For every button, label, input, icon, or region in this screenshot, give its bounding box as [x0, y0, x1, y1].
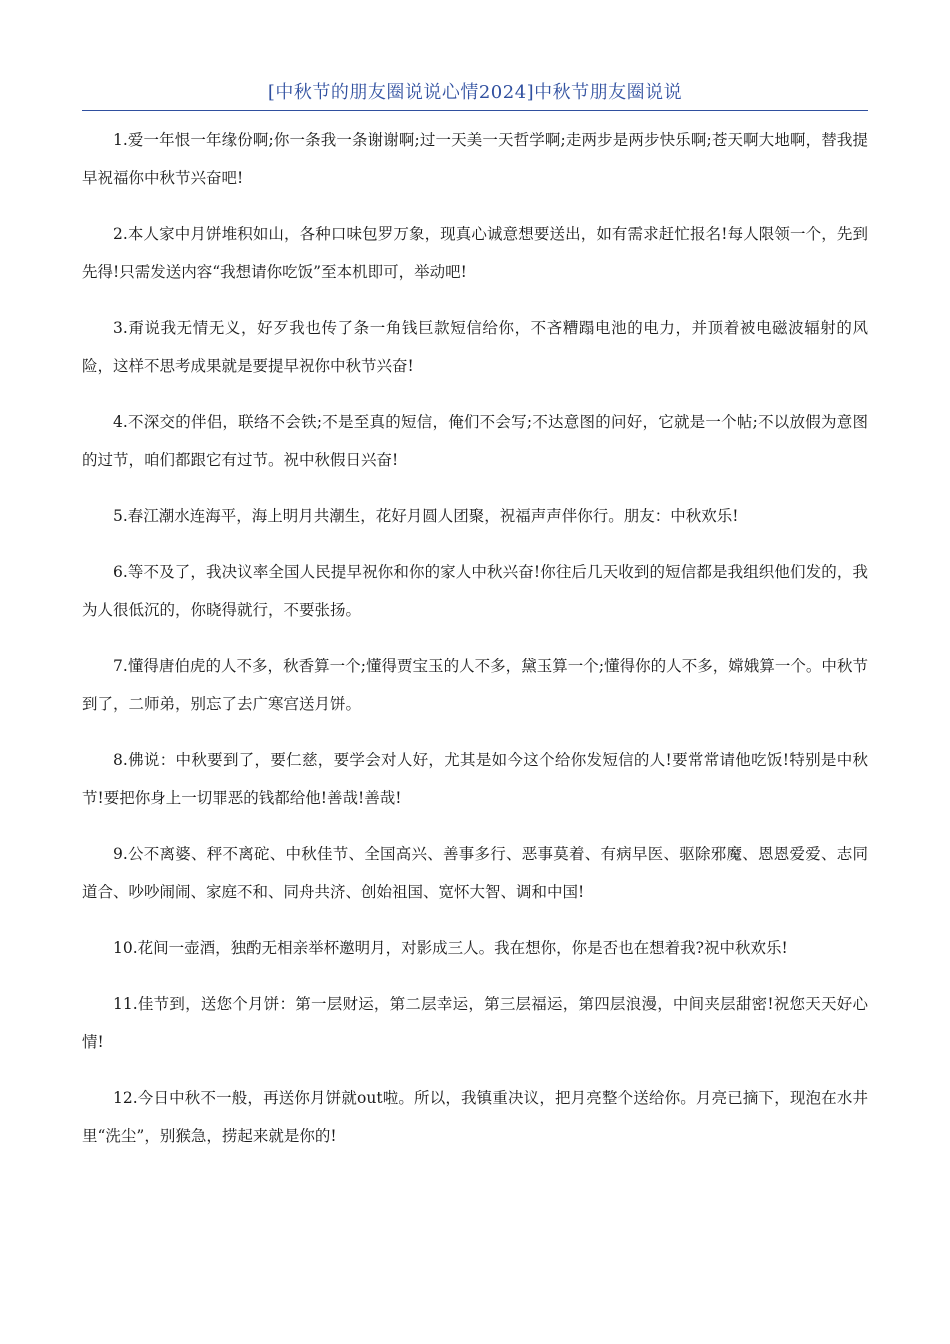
- paragraph-7: 7.懂得唐伯虎的人不多，秋香算一个;懂得贾宝玉的人不多，黛玉算一个;懂得你的人不多，嫦娥算一个。中秋节到了，二师弟，别忘了去广寒宫送月饼。: [82, 657, 868, 713]
- paragraph-2: 2.本人家中月饼堆积如山，各种口味包罗万象，现真心诚意想要送出，如有需求赶忙报名!每人限领一个，先到先得!只需发送内容“我想请你吃饭”至本机即可，举动吧!: [82, 225, 868, 281]
- paragraph-10: 10.花间一壶酒，独酌无相亲举杯邀明月，对影成三人。我在想你，你是否也在想着我?祝中秋欢乐!: [113, 939, 788, 957]
- paragraph-1: 1.爱一年恨一年缘份啊;你一条我一条谢谢啊;过一天美一天哲学啊;走两步是两步快乐啊;苍天啊大地啊，替我提早祝福你中秋节兴奋吧!: [82, 131, 868, 187]
- document-title: [中秋节的朋友圈说说心情2024]中秋节朋友圈说说: [82, 78, 868, 111]
- document-page: [82, 78, 868, 1173]
- paragraph-8: 8.佛说：中秋要到了，要仁慈，要学会对人好，尤其是如今这个给你发短信的人!要常常请他吃饭!特别是中秋节!要把你身上一切罪恶的钱都给他!善哉!善哉!: [82, 751, 868, 807]
- paragraph-4: 4.不深交的伴侣，联络不会铁;不是至真的短信，俺们不会写;不达意图的问好，它就是一个帖;不以放假为意图的过节，咱们都跟它有过节。祝中秋假日兴奋!: [82, 413, 868, 469]
- paragraph-12: 12.今日中秋不一般，再送你月饼就out啦。所以，我镇重决议，把月亮整个送给你。月亮已摘下，现泡在水井里“洗尘”，别猴急，捞起来就是你的!: [82, 1089, 868, 1145]
- paragraph-3: 3.甭说我无情无义，好歹我也传了条一角钱巨款短信给你，不吝糟蹋电池的电力，并顶着被电磁波辐射的风险，这样不思考成果就是要提早祝你中秋节兴奋!: [82, 319, 868, 375]
- document-body: [82, 121, 868, 1155]
- paragraph-11: 11.佳节到，送您个月饼：第一层财运，第二层幸运，第三层福运，第四层浪漫，中间夹层甜密!祝您天天好心情!: [82, 995, 868, 1051]
- paragraph-5: 5.春江潮水连海平，海上明月共潮生，花好月圆人团聚，祝福声声伴你行。朋友：中秋欢乐!: [113, 507, 739, 525]
- paragraph-9: 9.公不离婆、秤不离砣、中秋佳节、全国高兴、善事多行、恶事莫着、有病早医、驱除邪魔、恩恩爱爱、志同道合、吵吵闹闹、家庭不和、同舟共济、创始祖国、宽怀大智、调和中国!: [82, 845, 868, 901]
- paragraph-6: 6.等不及了，我决议率全国人民提早祝你和你的家人中秋兴奋!你往后几天收到的短信都是我组织他们发的，我为人很低沉的，你晓得就行，不要张扬。: [82, 563, 868, 619]
